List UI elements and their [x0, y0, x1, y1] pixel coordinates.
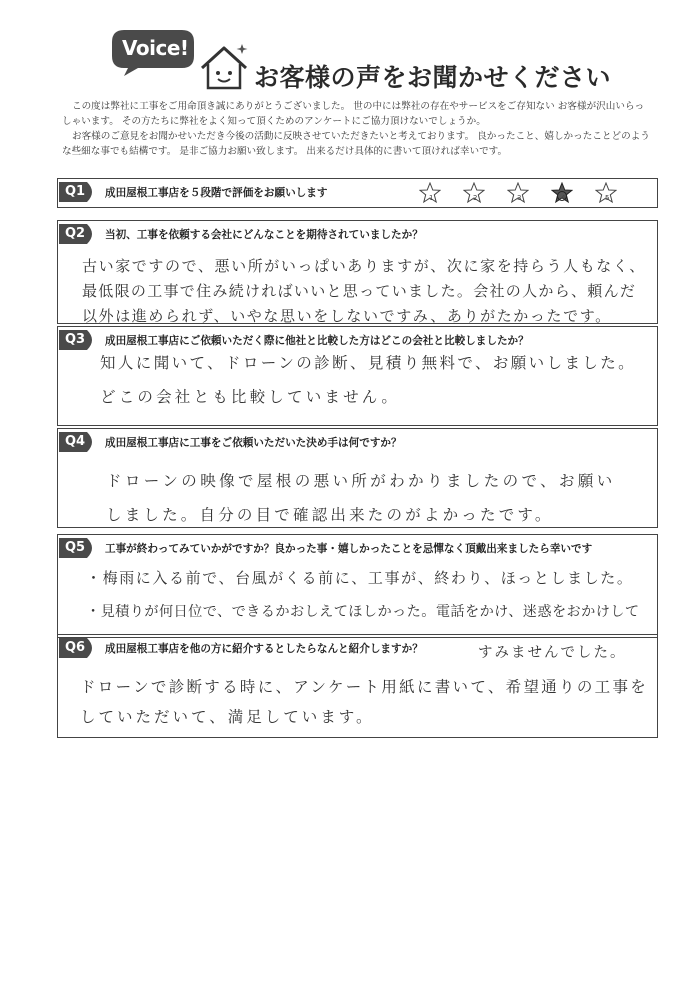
house-icon: [196, 40, 252, 96]
rating-star-1[interactable]: 1: [419, 182, 441, 204]
q4-answer-line: ドローンの映像で屋根の悪い所がわかりましたので、お願い: [106, 472, 616, 490]
q3-label: Q3: [59, 330, 97, 350]
intro-text: [62, 100, 652, 160]
q3-answer-line: 知人に聞いて、ドローンの診断、見積り無料で、お願いしました。: [100, 354, 637, 372]
q4-answer-line: しました。自分の目で確認出来たのがよかったです。: [106, 506, 554, 524]
q2-answer-line: 古い家ですので、悪い所がいっぱいありますが、次に家を持らう人もなく、: [82, 257, 646, 275]
rating-star-5[interactable]: 5: [595, 182, 617, 204]
q5-answer-line: ・梅雨に入る前で、台風がくる前に、工事が、終わり、ほっとしました。: [86, 569, 634, 587]
question-6: [57, 634, 658, 738]
survey-header: [110, 28, 612, 98]
q2-question: 当初、工事を依頼する会社にどんなことを期待されていましたか？: [105, 228, 423, 241]
rating-stars: [419, 182, 617, 204]
rating-star-3[interactable]: 3: [507, 182, 529, 204]
q4-label: Q4: [59, 432, 97, 452]
q4-question: 成田屋根工事店に工事をご依頼いただいた決め手は何ですか？: [105, 436, 402, 449]
q6-label: Q6: [59, 638, 97, 658]
q3-question: 成田屋根工事店にご依頼いただく際に他社と比較した方はどこの会社と比較しましたか？: [105, 334, 529, 347]
voice-badge: Voice!: [122, 36, 189, 60]
q5-question: 工事が終わってみていかがですか？良かった事・嬉しかったことを忌憚なく頂戴出来ましたら幸いです: [105, 542, 593, 555]
rating-star-4-selected[interactable]: 4: [551, 182, 573, 204]
q2-answer-line: 以外は進められず、いやな思いをしないですみ、ありがたかったです。: [82, 307, 612, 325]
q1-label: Q1: [59, 182, 97, 202]
q6-question: 成田屋根工事店を他の方に紹介するとしたらなんと紹介しますか？: [105, 642, 423, 655]
q6-answer-line: ドローンで診断する時に、アンケート用紙に書いて、希望通りの工事を: [80, 678, 649, 696]
intro-paragraph: お客様のご意見をお聞かせいただき今後の活動に反映させていただきたいと考えております。 良かったこと、嬉しかったことどのような些細な事でも結構です。 是非ご協力お願い致します。 出来るだけ具体的に書いて頂ければ幸いです。: [62, 131, 650, 157]
intro-paragraph: この度は弊社に工事をご用命頂き誠にありがとうございました。 世の中には弊社の存在やサービスをご存知ない お客様が沢山いらっしゃいます。 その方たちに弊社をよく知って頂くためのアンケートにご協力頂けないでしょうか。: [62, 101, 645, 127]
question-3: [57, 326, 658, 426]
question-1: [57, 178, 658, 208]
rating-star-2[interactable]: 2: [463, 182, 485, 204]
question-5: [57, 534, 658, 638]
q3-answer-line: どこの会社とも比較していません。: [100, 388, 401, 406]
q5-label: Q5: [59, 538, 97, 558]
page-title: お客様の声をお聞かせください: [254, 63, 612, 92]
q1-question: 成田屋根工事店を５段階で評価をお願いします: [105, 186, 328, 199]
q5-answer-line: ・見積りが何日位で、できるかおしえてほしかった。電話をかけ、迷惑をおかけして: [86, 604, 640, 620]
q2-answer-line: 最低限の工事で住み続ければいいと思っていました。会社の人から、頼んだ: [82, 282, 637, 300]
q6-answer-line: していただいて、満足しています。: [80, 708, 375, 726]
question-2: [57, 220, 658, 324]
q2-label: Q2: [59, 224, 97, 244]
question-4: [57, 428, 658, 528]
q5-answer-continuation: すみませんでした。: [478, 645, 627, 661]
